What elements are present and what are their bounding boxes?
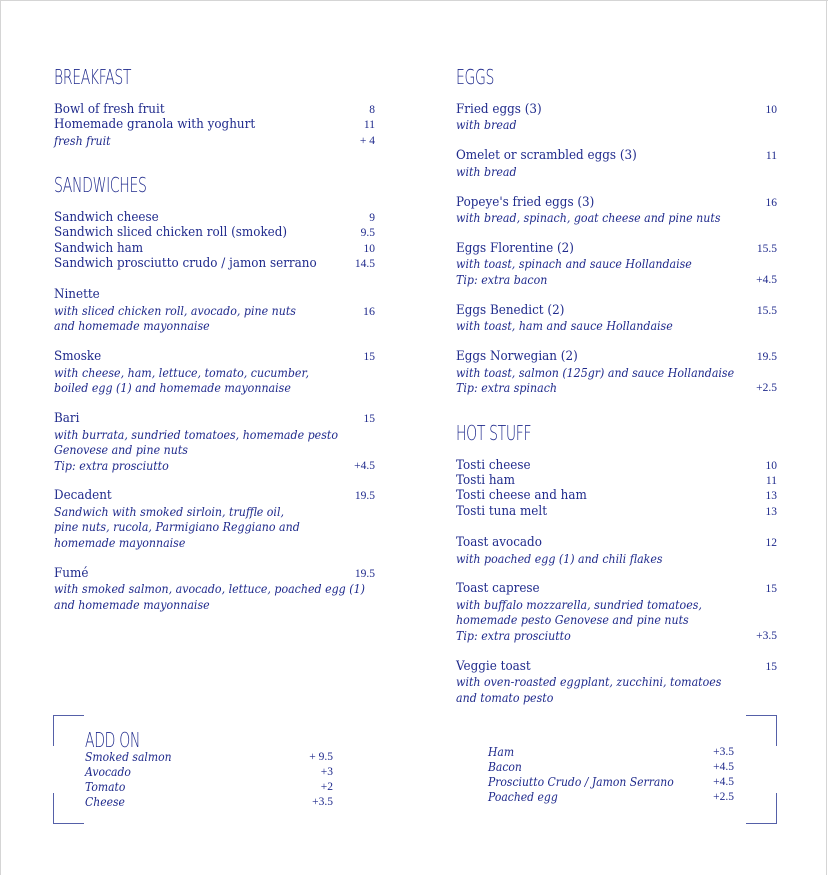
addon-price: +3: [320, 766, 333, 778]
item-extra: fresh fruit: [54, 134, 111, 148]
page-border-left: [0, 0, 1, 875]
item-name: Toast caprese: [456, 581, 540, 596]
item-desc: and tomato pesto: [456, 691, 554, 705]
item-tip-text: Tip: extra prosciutto: [456, 629, 571, 643]
item-price: +4.5: [756, 274, 777, 286]
item-name: Smoske: [54, 349, 102, 364]
item-tip-text: Tip: extra spinach: [456, 381, 558, 395]
item-name: Bowl of fresh fruit: [54, 102, 165, 117]
item-name: Bari: [54, 411, 80, 426]
item-price: 19.5: [756, 351, 777, 363]
breakfast-heading: BREAKFAST: [54, 65, 132, 89]
item-price: 19.5: [354, 490, 375, 502]
item-desc: with bread, spinach, goat cheese and pine nuts: [456, 211, 721, 225]
item-desc: boiled egg (1) and homemade mayonnaise: [54, 381, 291, 395]
item-price: 15: [765, 661, 777, 673]
item-name: Sandwich ham: [54, 241, 144, 256]
item-price: 11: [765, 150, 777, 162]
addon-name: Ham: [488, 745, 515, 759]
item-price: 13: [765, 506, 777, 518]
item-desc: and homemade mayonnaise: [54, 319, 210, 333]
sandwiches-heading: SANDWICHES: [54, 173, 147, 197]
addon-price: +3.5: [713, 746, 734, 758]
addon-bracket-bottom-left: [53, 793, 84, 824]
item-tip-text: Tip: extra bacon: [456, 273, 548, 287]
item-price: 10: [765, 460, 777, 472]
addon-right-list: [488, 0, 734, 820]
addon-item: [85, 780, 333, 795]
item-desc: with smoked salmon, avocado, lettuce, poached egg (1): [54, 582, 365, 596]
item-desc: with bread: [456, 118, 517, 132]
item-name: Veggie toast: [456, 659, 531, 674]
addon-price: +2.5: [713, 791, 734, 803]
item-price: 9.5: [360, 227, 375, 239]
item-name: Eggs Norwegian (2): [456, 349, 578, 364]
item-price: 11: [363, 119, 375, 131]
item-price: + 4: [359, 135, 375, 147]
addon-item: [85, 795, 333, 810]
item-price: 15: [765, 583, 777, 595]
item-price: 10: [363, 243, 375, 255]
addon-bracket-top-left: [53, 715, 84, 746]
item-desc: with sliced chicken roll, avocado, pine nuts: [54, 304, 296, 318]
item-name: Popeye's fried eggs (3): [456, 195, 595, 210]
addon-name: Smoked salmon: [85, 750, 172, 764]
item-name: Tosti cheese and ham: [456, 488, 587, 503]
page-border-right: [826, 0, 827, 875]
item-price: 10: [765, 104, 777, 116]
item-desc: and homemade mayonnaise: [54, 598, 210, 612]
addon-heading: ADD ON: [85, 728, 140, 752]
addon-bracket-bottom-right: [746, 793, 777, 824]
addon-price: +4.5: [713, 776, 734, 788]
item-name: Fumé: [54, 566, 89, 581]
addon-price: +2: [320, 781, 333, 793]
addon-name: Bacon: [488, 760, 522, 774]
addon-name: Avocado: [85, 765, 131, 779]
item-name: Sandwich prosciutto crudo / jamon serrano: [54, 256, 317, 271]
item-desc: with burrata, sundried tomatoes, homemade pesto: [54, 428, 338, 442]
item-price: 11: [765, 475, 777, 487]
item-price: +2.5: [756, 382, 777, 394]
item-price: 15.5: [756, 305, 777, 317]
addon-left-list: [85, 0, 333, 820]
addon-name: Tomato: [85, 780, 126, 794]
addon-item: [488, 790, 734, 805]
item-desc: Sandwich with smoked sirloin, truffle oil,: [54, 505, 285, 519]
item-price: 16: [765, 197, 777, 209]
item-desc: Genovese and pine nuts: [54, 443, 188, 457]
addon-item: [488, 775, 734, 790]
item-desc: with poached egg (1) and chili flakes: [456, 552, 663, 566]
item-price: 19.5: [354, 568, 375, 580]
item-price: 13: [765, 490, 777, 502]
item-desc: with toast, salmon (125gr) and sauce Hollandaise: [456, 366, 735, 380]
item-name: Sandwich cheese: [54, 210, 159, 225]
item-name: Tosti cheese: [456, 458, 531, 473]
item-desc: with bread: [456, 165, 517, 179]
item-tip-text: Tip: extra prosciutto: [54, 459, 169, 473]
item-name: Tosti tuna melt: [456, 504, 548, 519]
item-name: Ninette: [54, 287, 100, 302]
item-name: Homemade granola with yoghurt: [54, 117, 256, 132]
addon-item: [85, 765, 333, 780]
addon-price: +3.5: [312, 796, 333, 808]
item-name: Eggs Florentine (2): [456, 241, 574, 256]
item-price: 12: [765, 537, 777, 549]
addon-name: Cheese: [85, 795, 125, 809]
item-price: +4.5: [354, 460, 375, 472]
item-name: Tosti ham: [456, 473, 515, 488]
item-name: Eggs Benedict (2): [456, 303, 565, 318]
item-price: 14.5: [354, 258, 375, 270]
addon-item: [488, 745, 734, 760]
item-desc: with toast, ham and sauce Hollandaise: [456, 319, 673, 333]
hot-stuff-heading: HOT STUFF: [456, 421, 532, 445]
item-price: 9: [369, 212, 375, 224]
item-desc: homemade pesto Genovese and pine nuts: [456, 613, 689, 627]
item-desc: pine nuts, rucola, Parmigiano Reggiano and: [54, 520, 300, 534]
addon-name: Poached egg: [488, 790, 558, 804]
item-desc: with toast, spinach and sauce Hollandaise: [456, 257, 692, 271]
addon-price: +4.5: [713, 761, 734, 773]
item-desc: with oven-roasted eggplant, zucchini, tomatoes: [456, 675, 722, 689]
addon-item: [85, 750, 333, 765]
item-name: Toast avocado: [456, 535, 542, 550]
item-price: 15.5: [756, 243, 777, 255]
item-price: +3.5: [756, 630, 777, 642]
item-desc: homemade mayonnaise: [54, 536, 186, 550]
item-desc: with cheese, ham, lettuce, tomato, cucumber,: [54, 366, 310, 380]
item-price: 16: [363, 304, 375, 318]
item-name: Omelet or scrambled eggs (3): [456, 148, 637, 163]
item-price: 15: [363, 351, 375, 363]
item-price: 8: [369, 104, 375, 116]
item-desc: with buffalo mozzarella, sundried tomatoes,: [456, 598, 702, 612]
eggs-heading: EGGS: [456, 65, 495, 89]
addon-bracket-top-right: [746, 715, 777, 746]
item-name: Fried eggs (3): [456, 102, 542, 117]
item-name: Sandwich sliced chicken roll (smoked): [54, 225, 288, 240]
addon-item: [488, 760, 734, 775]
item-name: Decadent: [54, 488, 112, 503]
addon-name: Prosciutto Crudo / Jamon Serrano: [488, 775, 674, 789]
item-price: 15: [363, 413, 375, 425]
addon-price: + 9.5: [309, 751, 333, 763]
